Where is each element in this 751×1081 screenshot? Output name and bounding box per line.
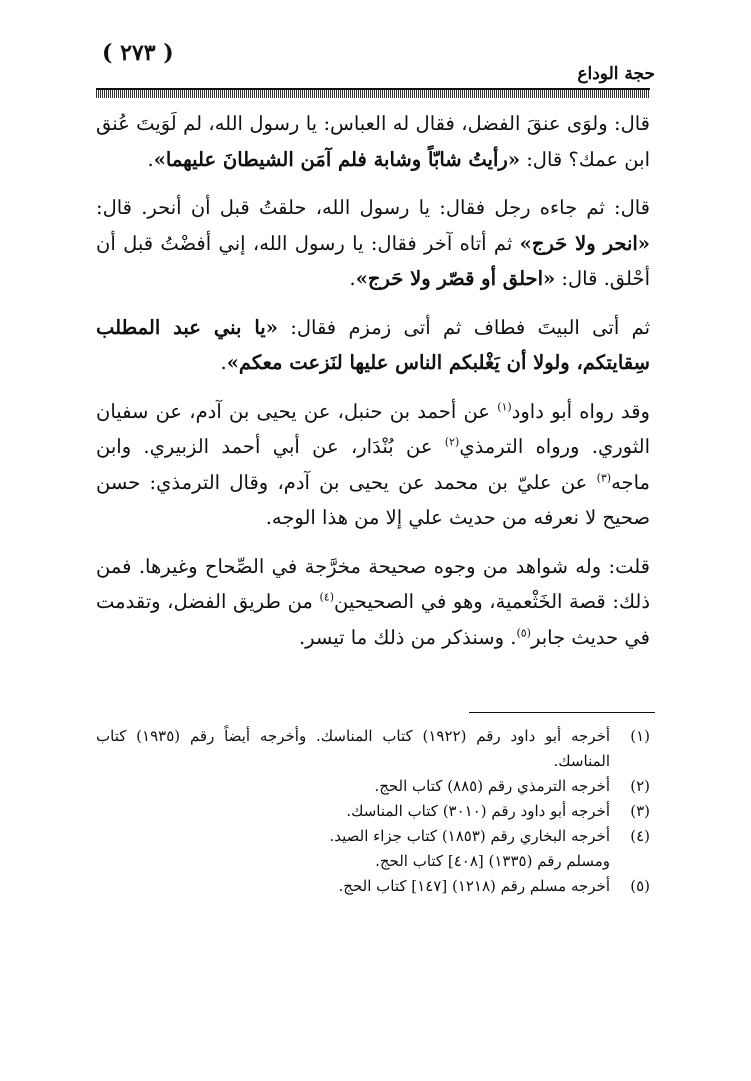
- footnote-number: (٢): [630, 777, 650, 795]
- paragraph-4: [96, 394, 650, 536]
- paragraph-2: [96, 190, 650, 297]
- text-run: .: [349, 267, 356, 290]
- text-run: قال: ولوَى عنقَ الفضل، فقال له العباس: يا رسول الله، لم لَوَيتَ عُنق ابن عمك؟ قال:: [96, 112, 650, 171]
- hadith-quote: «احلق أو قصّر ولا حَرج»: [355, 267, 556, 290]
- footnote-text: أخرجه أبو داود رقم (٣٠١٠) كتاب المناسك.: [346, 802, 610, 820]
- footnote-ref: (٥): [516, 626, 531, 639]
- footnote-number: (١): [630, 727, 650, 745]
- footnote-text: أخرجه الترمذي رقم (٨٨٥) كتاب الحج.: [374, 777, 610, 795]
- page-number: ( ٢٧٣ ): [102, 40, 174, 66]
- footnote-ref: (١): [497, 400, 512, 413]
- footnote-ref: (٣): [596, 471, 612, 484]
- footnote: [96, 724, 650, 774]
- footnote-number: [610, 849, 650, 874]
- footnote-ref: (٢): [444, 435, 460, 449]
- hadith-quote: «يا بني عبد المطلب سِقايتكم، ولولا أن يَغْلبكم الناس عليها لنَزعت معكم»: [96, 315, 650, 374]
- hadith-quote: «رأيتُ شابّاً وشابة فلم آمَن الشيطانَ عليهما»: [153, 147, 521, 171]
- paragraph-3: [96, 310, 650, 381]
- footnote-number: (٤): [630, 827, 650, 845]
- text-run: ثم أتى البيتَ فطاف ثم أتى زمزم فقال:: [277, 315, 650, 339]
- footnote: [96, 849, 650, 874]
- text-run: ثم أتاه آخر فقال: يا رسول الله، إني أفضْتُ قبل أن أحْلق. قال:: [96, 231, 650, 290]
- text-run: . وسنذكر من ذلك ما تيسر.: [298, 625, 517, 649]
- running-title: حجة الوداع: [577, 64, 655, 84]
- footnote-number: (٣): [630, 802, 650, 820]
- text-run: قلت: وله شواهد من وجوه صحيحة مخرَّجة في الصِّحاح وغيرها. فمن ذلك: قصة الخَثْعمية، وهو في الصحيحين: [96, 554, 650, 613]
- footnote-separator: [469, 712, 655, 713]
- header-rule: [96, 88, 650, 98]
- footnote: [96, 874, 650, 899]
- text-run: .: [220, 351, 227, 374]
- footnote-text: أخرجه البخاري رقم (١٨٥٣) كتاب جزاء الصيد.: [329, 827, 610, 845]
- text-run: عن بُنْدَار، عن أبي أحمد الزبيري. وابن ماجه: [96, 435, 650, 494]
- text-run: .: [147, 147, 154, 171]
- paragraph-5: [96, 549, 650, 656]
- footnote: [96, 824, 650, 849]
- footnote-text: أخرجه مسلم رقم (١٢١٨) [١٤٧] كتاب الحج.: [338, 877, 610, 895]
- text-run: قال: ثم جاءه رجل فقال: يا رسول الله، حلقتُ قبل أن أنحر. قال:: [96, 196, 650, 219]
- footnote-number: (٥): [630, 877, 650, 895]
- main-text: [96, 106, 650, 668]
- footnotes: [96, 724, 650, 899]
- text-run: عن عليّ بن محمد عن يحيى بن آدم، وقال الترمذي: حسن صحيح لا نعرفه من حديث علي إلا من هذا الوجه.: [96, 470, 650, 529]
- footnote: [96, 799, 650, 824]
- text-run: عن أحمد بن حنبل، عن يحيى بن آدم، عن سفيان الثوري. ورواه الترمذي: [96, 399, 650, 458]
- paragraph-1: [96, 106, 650, 177]
- footnote-text: أخرجه أبو داود رقم (١٩٢٢) كتاب المناسك. وأخرجه أيضاً رقم (١٩٣٥) كتاب المناسك.: [96, 727, 611, 770]
- text-run: من طريق الفضل، وتقدمت في حديث جابر: [96, 590, 650, 649]
- footnote: [96, 774, 650, 799]
- text-run: وقد رواه أبو داود: [511, 399, 650, 423]
- footnote-text: ومسلم رقم (١٣٣٥) [٤٠٨] كتاب الحج.: [375, 852, 610, 870]
- footnote-ref: (٤): [319, 590, 335, 604]
- hadith-quote: «انحر ولا حَرج»: [519, 231, 650, 255]
